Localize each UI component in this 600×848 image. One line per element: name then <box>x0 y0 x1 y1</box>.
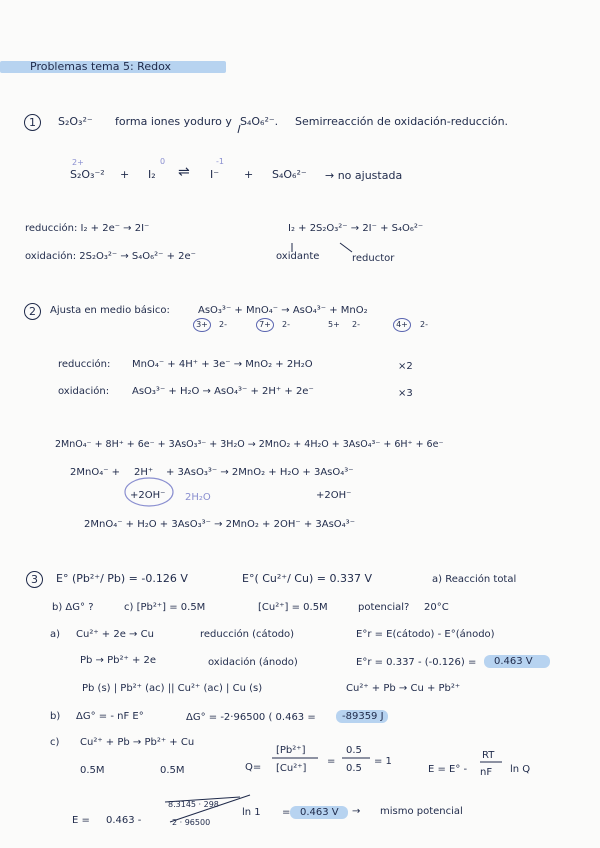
p3-f-den: 2 · 96500 <box>172 818 211 827</box>
p3-f-ln: ln 1 <box>242 807 261 818</box>
p3-f-note: mismo potencial <box>380 806 463 817</box>
p3-c-rt: RT <box>482 750 495 761</box>
p3-c-nernst-l: E = E° - <box>428 764 468 775</box>
p1-formula: S₂O₃²⁻ <box>58 115 93 128</box>
p3-e1: E° (Pb²⁺/ Pb) = -0.126 V <box>56 572 188 585</box>
p3-b-val: -89359 J <box>342 711 384 722</box>
p2-sum2-right: + 3AsO₃³⁻ → 2MnO₂ + H₂O + 3AsO₄³⁻ <box>166 467 354 478</box>
p3-c-q: Q= <box>245 762 262 773</box>
p1-r1: S₂O₃⁻² <box>70 168 105 181</box>
ox-i2: 0 <box>160 157 166 166</box>
ox-mn-4: 4+ <box>393 318 411 332</box>
p3-c-den2: 0.5 <box>346 763 362 774</box>
p2-statement: Ajusta en medio básico: <box>50 305 170 316</box>
p3-f-res: 0.463 V <box>300 807 339 818</box>
ox-as-3: 3+ <box>193 318 211 332</box>
p3-c-num2: 0.5 <box>346 745 362 756</box>
p2-sum2-h: 2H⁺ <box>134 467 154 478</box>
p3-c-ln: ln Q <box>510 764 531 775</box>
p3-a-red: Cu²⁺ + 2e → Cu <box>76 629 154 640</box>
p1-plus1: + <box>120 168 130 181</box>
p1-plus2: + <box>244 168 254 181</box>
p1-overall: I₂ + 2S₂O₃²⁻ → 2I⁻ + S₄O₆²⁻ <box>288 223 424 234</box>
p1-formula2: S₄O₆²⁻. <box>240 115 279 128</box>
p3-f-val: 0.463 - <box>106 815 142 826</box>
arrow-reductor <box>340 243 352 252</box>
p2-final: 2MnO₄⁻ + H₂O + 3AsO₃³⁻ → 2MnO₂ + 2OH⁻ + 3AsO₄³⁻ <box>84 519 355 530</box>
p2-reduction: MnO₄⁻ + 4H⁺ + 3e⁻ → MnO₂ + 2H₂O <box>132 359 313 370</box>
p3-a-cell: Pb (s) | Pb²⁺ (ac) || Cu²⁺ (ac) | Cu (s) <box>82 683 263 694</box>
problem-1-number: 1 <box>24 114 41 131</box>
p3-f-num: 8.3145 · 298 <box>168 800 219 809</box>
p1-oxidation: oxidación: 2S₂O₃²⁻ → S₄O₆²⁻ + 2e⁻ <box>25 251 196 262</box>
p3-a-ox-t: oxidación (ánodo) <box>208 657 298 668</box>
p3-c-label: c) <box>50 737 60 748</box>
p3-a-e1: E°r = E(cátodo) - E°(ánodo) <box>356 629 495 640</box>
p1-oxidante: oxidante <box>276 251 320 262</box>
p2-red-label: reducción: <box>58 359 111 370</box>
p3-qc2: [Cu²⁺] = 0.5M <box>258 602 328 613</box>
p1-p2: S₄O₆²⁻ <box>272 168 307 181</box>
p3-b-label: b) <box>50 711 61 722</box>
p3-qc: c) [Pb²⁺] = 0.5M <box>124 602 206 613</box>
ox-o-2: 2- <box>282 320 290 329</box>
p1-r2: I₂ <box>148 168 156 181</box>
p3-e2: E°( Cu²⁺/ Cu) = 0.337 V <box>242 572 372 585</box>
p1-eq: ⇌ <box>178 164 190 180</box>
ox-o-1: 2- <box>219 320 227 329</box>
p3-a-red-t: reducción (cátodo) <box>200 629 295 640</box>
ox-o-4: 2- <box>420 320 428 329</box>
p2-oxidation: AsO₃³⁻ + H₂O → AsO₄³⁻ + 2H⁺ + 2e⁻ <box>132 386 314 397</box>
p2-reaction: AsO₃³⁻ + MnO₄⁻ → AsO₄³⁻ + MnO₂ <box>198 305 368 316</box>
ox-mn-7: 7+ <box>256 318 274 332</box>
p3-qc3: potencial? <box>358 602 410 613</box>
p2-sum1: 2MnO₄⁻ + 8H⁺ + 6e⁻ + 3AsO₃³⁻ + 3H₂O → 2MnO₂ + 4H₂O + 3AsO₄³⁻ + 6H⁺ + 6e⁻ <box>55 439 444 450</box>
p3-qc4: 20°C <box>424 602 449 613</box>
p2-add-oh-right: +2OH⁻ <box>316 490 352 501</box>
ox-as-5: 5+ <box>328 320 340 329</box>
ox-s2o3: 2+ <box>72 158 84 167</box>
p3-c-react: Cu²⁺ + Pb → Pb²⁺ + Cu <box>80 737 195 748</box>
p1-p1: I⁻ <box>210 168 220 181</box>
p3-c-den: [Cu²⁺] <box>276 763 307 774</box>
p3-a-label: a) <box>50 629 61 640</box>
p1-note: → no ajustada <box>325 169 403 182</box>
p3-b-eq: ΔG° = - nF E° <box>76 711 144 722</box>
p3-a-e2: E°r = 0.337 - (-0.126) = <box>356 657 477 668</box>
p3-a-e2-val: 0.463 V <box>494 656 533 667</box>
p3-qa: a) Reacción total <box>432 574 517 585</box>
ox-o-3: 2- <box>352 320 360 329</box>
p3-c-one: = 1 <box>374 756 392 767</box>
p1-reduction: reducción: I₂ + 2e⁻ → 2I⁻ <box>25 223 150 234</box>
p3-f-eq: = <box>282 807 291 818</box>
p3-c-conc1: 0.5M <box>80 765 105 776</box>
p2-red-mult: ×2 <box>398 361 413 372</box>
p3-f-e: E = <box>72 815 90 826</box>
p2-add-oh-left: +2OH⁻ <box>130 490 166 501</box>
p3-f-arrow: → <box>352 806 361 817</box>
p3-qb: b) ΔG° ? <box>52 602 94 613</box>
p1-statement: forma iones yoduro y <box>115 115 232 128</box>
p2-add-h2o: 2H₂O <box>185 492 211 503</box>
p2-ox-label: oxidación: <box>58 386 110 397</box>
p2-ox-mult: ×3 <box>398 388 413 399</box>
p3-a-ox: Pb → Pb²⁺ + 2e <box>80 655 157 666</box>
problem-2-number: 2 <box>24 303 41 320</box>
p2-sum2-left: 2MnO₄⁻ + <box>70 467 121 478</box>
p1-reductor: reductor <box>352 253 395 264</box>
p3-b-calc: ΔG° = -2·96500 ( 0.463 = <box>186 712 316 723</box>
problem-3-number: 3 <box>26 571 43 588</box>
p3-c-eq: = <box>327 756 336 767</box>
p3-a-total: Cu²⁺ + Pb → Cu + Pb²⁺ <box>346 683 461 694</box>
page-title: Problemas tema 5: Redox <box>30 60 171 73</box>
p3-c-num: [Pb²⁺] <box>276 745 306 756</box>
ox-iminus: -1 <box>216 157 224 166</box>
p1-statement2: Semirreacción de oxidación-reducción. <box>295 115 509 128</box>
p3-c-conc2: 0.5M <box>160 765 185 776</box>
p3-c-nf: nF <box>480 767 493 778</box>
